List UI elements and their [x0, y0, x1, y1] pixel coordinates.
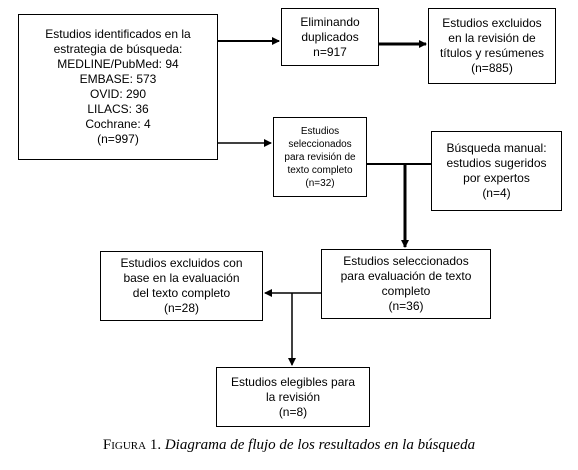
box-identified-studies	[18, 14, 218, 160]
box-identified-text: Estudios identificados en la estrategia de búsqueda: MEDLINE/PubMed: 94 EMBASE: 573 OVID: 290 LILACS: 36 Cochrane: 4 (n=997)	[45, 27, 191, 146]
box-excluded-full-text-text: Estudios excluidos con base en la evaluación del texto completo (n=28)	[120, 256, 243, 315]
box-excluded-titles	[428, 8, 556, 84]
box-selected-eval-text: Estudios seleccionados para evaluación de texto completo (n=36)	[340, 254, 472, 313]
box-duplicates-text: Eliminando duplicados n=917	[300, 14, 360, 59]
box-manual-search-text: Búsqueda manual: estudios sugeridos por expertos (n=4)	[446, 141, 547, 200]
box-duplicates	[281, 8, 379, 66]
box-eligible-text: Estudios elegibles para la revisión (n=8)	[230, 374, 356, 419]
box-eligible	[216, 367, 370, 427]
box-selected-full-text	[273, 117, 367, 197]
caption-text: Diagrama de flujo de los resultados en la búsqueda	[164, 437, 476, 453]
figure-caption	[0, 437, 578, 454]
box-excluded-full-text	[100, 251, 263, 321]
box-selected-full-text-text: Estudios seleccionados para revisión de texto completo (n=32)	[284, 125, 356, 189]
box-selected-eval	[321, 249, 491, 319]
caption-label: Figura 1.	[102, 437, 162, 453]
box-manual-search	[431, 131, 562, 211]
box-excluded-titles-text: Estudios excluidos en la revisión de títulos y resúmenes (n=885)	[439, 16, 545, 75]
